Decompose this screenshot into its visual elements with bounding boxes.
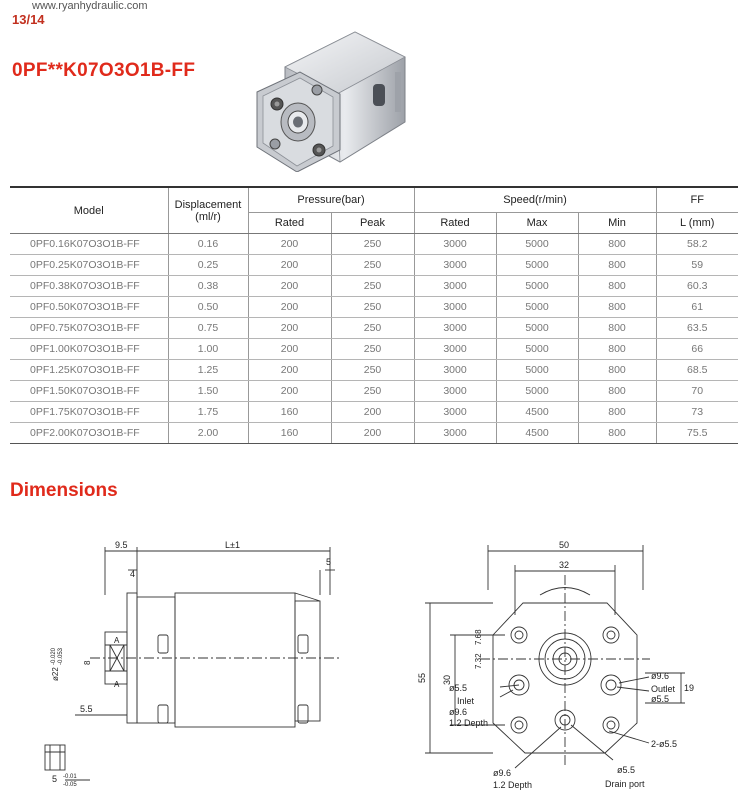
cell-speed-rated: 3000	[414, 318, 496, 339]
cell-displacement: 1.75	[168, 402, 248, 423]
front-view-drawing	[405, 535, 745, 797]
dim-length: L±1	[225, 540, 240, 550]
cell-model: 0PF0.16K07O3O1B-FF	[10, 234, 168, 255]
cell-model: 0PF1.25K07O3O1B-FF	[10, 360, 168, 381]
cell-displacement: 1.50	[168, 381, 248, 402]
table-row	[10, 381, 738, 402]
cell-speed-rated: 3000	[414, 234, 496, 255]
dim-2-phi-5-5: 2-ø5.5	[651, 739, 678, 749]
dim-7-68: 7.68	[474, 629, 483, 645]
cell-speed-min: 800	[578, 318, 656, 339]
cell-pressure-peak: 250	[331, 318, 414, 339]
table-row	[10, 402, 738, 423]
cell-pressure-peak: 250	[331, 297, 414, 318]
cell-speed-min: 800	[578, 297, 656, 318]
header-pressure-peak: Peak	[331, 213, 414, 234]
cell-length: 66	[656, 339, 738, 360]
cell-displacement: 0.38	[168, 276, 248, 297]
cell-pressure-rated: 200	[248, 339, 331, 360]
cell-speed-max: 4500	[496, 402, 578, 423]
dim-shaft-tol-lower: -0.053	[58, 647, 64, 665]
cell-pressure-rated: 200	[248, 297, 331, 318]
cell-displacement: 0.25	[168, 255, 248, 276]
cell-speed-rated: 3000	[414, 255, 496, 276]
cell-displacement: 2.00	[168, 423, 248, 444]
cell-pressure-rated: 160	[248, 402, 331, 423]
table-row	[10, 423, 738, 444]
dim-depth-bottom	[493, 780, 532, 790]
dim-key-width: 5	[52, 774, 58, 784]
dim-shaft-diameter: ø22	[51, 667, 60, 681]
cell-pressure-rated: 200	[248, 255, 331, 276]
dimensions-heading: Dimensions	[10, 480, 118, 501]
header-pressure-rated: Rated	[248, 213, 331, 234]
cell-speed-min: 800	[578, 234, 656, 255]
cell-pressure-peak: 250	[331, 360, 414, 381]
cell-speed-rated: 3000	[414, 381, 496, 402]
page-number: 13/14	[12, 12, 45, 27]
dim-7-32: 7.32	[474, 653, 483, 669]
cell-model: 0PF0.38K07O3O1B-FF	[10, 276, 168, 297]
cell-length: 59	[656, 255, 738, 276]
pump-product-image	[245, 22, 415, 172]
dim-8: 8	[83, 660, 92, 665]
dim-shaft-tol-upper: -0.020	[51, 647, 57, 665]
cell-model: 0PF2.00K07O3O1B-FF	[10, 423, 168, 444]
cell-model: 0PF1.75K07O3O1B-FF	[10, 402, 168, 423]
depth-label-left: Depth	[464, 718, 489, 728]
cell-length: 63.5	[656, 318, 738, 339]
header-speed-rated: Rated	[414, 213, 496, 234]
table-row	[10, 297, 738, 318]
cell-pressure-rated: 200	[248, 276, 331, 297]
dim-phi-9-6-bottom: ø9.6	[493, 768, 512, 778]
table-row	[10, 339, 738, 360]
cell-displacement: 0.50	[168, 297, 248, 318]
cell-model: 0PF1.00K07O3O1B-FF	[10, 339, 168, 360]
cell-speed-max: 4500	[496, 423, 578, 444]
cell-speed-max: 5000	[496, 360, 578, 381]
cell-speed-min: 800	[578, 276, 656, 297]
inlet-label: Inlet	[457, 696, 475, 706]
dim-phi-5-5-left: ø5.5	[449, 683, 468, 693]
cell-pressure-peak: 200	[331, 423, 414, 444]
dim-9-5: 9.5	[115, 540, 128, 550]
table-row	[10, 360, 738, 381]
cell-speed-rated: 3000	[414, 339, 496, 360]
cell-displacement: 1.25	[168, 360, 248, 381]
cell-length: 61	[656, 297, 738, 318]
side-view-drawing	[30, 535, 360, 797]
outlet-label: Outlet	[651, 684, 676, 694]
dim-50: 50	[559, 540, 570, 550]
depth-value-bottom: 1.2	[493, 780, 506, 790]
specification-table	[10, 186, 738, 444]
table-row	[10, 234, 738, 255]
dim-phi-5-5-right: ø5.5	[651, 694, 670, 704]
cell-speed-max: 5000	[496, 381, 578, 402]
cell-speed-rated: 3000	[414, 402, 496, 423]
cell-pressure-peak: 200	[331, 402, 414, 423]
header-model: Model	[10, 187, 168, 234]
cell-speed-min: 800	[578, 339, 656, 360]
cell-pressure-rated: 200	[248, 234, 331, 255]
cell-speed-max: 5000	[496, 276, 578, 297]
cell-pressure-rated: 200	[248, 360, 331, 381]
header-speed-max: Max	[496, 213, 578, 234]
cell-speed-max: 5000	[496, 234, 578, 255]
dim-phi-9-6-right: ø9.6	[651, 671, 670, 681]
cell-speed-min: 800	[578, 423, 656, 444]
cell-speed-min: 800	[578, 381, 656, 402]
cell-model: 0PF0.50K07O3O1B-FF	[10, 297, 168, 318]
section-a-top: A	[114, 636, 120, 645]
table-row	[10, 318, 738, 339]
cell-speed-max: 5000	[496, 339, 578, 360]
cell-speed-max: 5000	[496, 297, 578, 318]
cell-pressure-peak: 250	[331, 255, 414, 276]
cell-speed-min: 800	[578, 360, 656, 381]
cell-model: 0PF1.50K07O3O1B-FF	[10, 381, 168, 402]
cell-pressure-rated: 160	[248, 423, 331, 444]
header-ff: FF	[656, 187, 738, 213]
dim-19: 19	[684, 683, 695, 693]
cell-model: 0PF0.75K07O3O1B-FF	[10, 318, 168, 339]
cell-length: 75.5	[656, 423, 738, 444]
cell-speed-min: 800	[578, 255, 656, 276]
header-speed: Speed(r/min)	[414, 187, 656, 213]
table-row	[10, 255, 738, 276]
section-a-bottom: A	[114, 680, 120, 689]
depth-value-left: 1.2	[449, 718, 462, 728]
dim-55: 55	[417, 672, 427, 683]
cell-speed-rated: 3000	[414, 276, 496, 297]
drain-port-label: Drain port	[605, 779, 645, 789]
cell-pressure-peak: 250	[331, 234, 414, 255]
dim-key-tol-lower: -0.05	[63, 782, 77, 788]
dim-5: 5	[326, 557, 332, 567]
cell-length: 70	[656, 381, 738, 402]
table-row	[10, 276, 738, 297]
cell-speed-min: 800	[578, 402, 656, 423]
cell-length: 60.3	[656, 276, 738, 297]
cell-displacement: 1.00	[168, 339, 248, 360]
cell-length: 73	[656, 402, 738, 423]
cell-speed-rated: 3000	[414, 360, 496, 381]
dim-32: 32	[559, 560, 570, 570]
dim-phi-5-5-bottom: ø5.5	[617, 765, 636, 775]
website-url: www.ryanhydraulic.com	[32, 0, 148, 12]
dim-4: 4	[130, 569, 136, 579]
depth-label-bottom: Depth	[508, 780, 533, 790]
cell-length: 68.5	[656, 360, 738, 381]
cell-model: 0PF0.25K07O3O1B-FF	[10, 255, 168, 276]
dim-key-tol-upper: -0.01	[63, 774, 77, 780]
cell-displacement: 0.75	[168, 318, 248, 339]
dim-30: 30	[442, 674, 452, 685]
cell-pressure-peak: 250	[331, 381, 414, 402]
cell-displacement: 0.16	[168, 234, 248, 255]
header-displacement-unit: (ml/r)	[195, 210, 221, 223]
header-ff-length: L (mm)	[656, 213, 738, 234]
cell-speed-rated: 3000	[414, 297, 496, 318]
cell-pressure-rated: 200	[248, 318, 331, 339]
dim-phi-9-6-left: ø9.6	[449, 707, 468, 717]
cell-speed-max: 5000	[496, 318, 578, 339]
cell-pressure-peak: 250	[331, 276, 414, 297]
header-pressure: Pressure(bar)	[248, 187, 414, 213]
model-title: 0PF**K07O3O1B-FF	[12, 60, 196, 81]
dim-depth-left	[449, 718, 488, 728]
header-displacement	[168, 187, 248, 234]
header-speed-min: Min	[578, 213, 656, 234]
dim-5-5: 5.5	[80, 704, 93, 714]
cell-speed-rated: 3000	[414, 423, 496, 444]
cell-pressure-peak: 250	[331, 339, 414, 360]
cell-length: 58.2	[656, 234, 738, 255]
cell-speed-max: 5000	[496, 255, 578, 276]
cell-pressure-rated: 200	[248, 381, 331, 402]
header-displacement-label: Displacement	[174, 198, 242, 211]
